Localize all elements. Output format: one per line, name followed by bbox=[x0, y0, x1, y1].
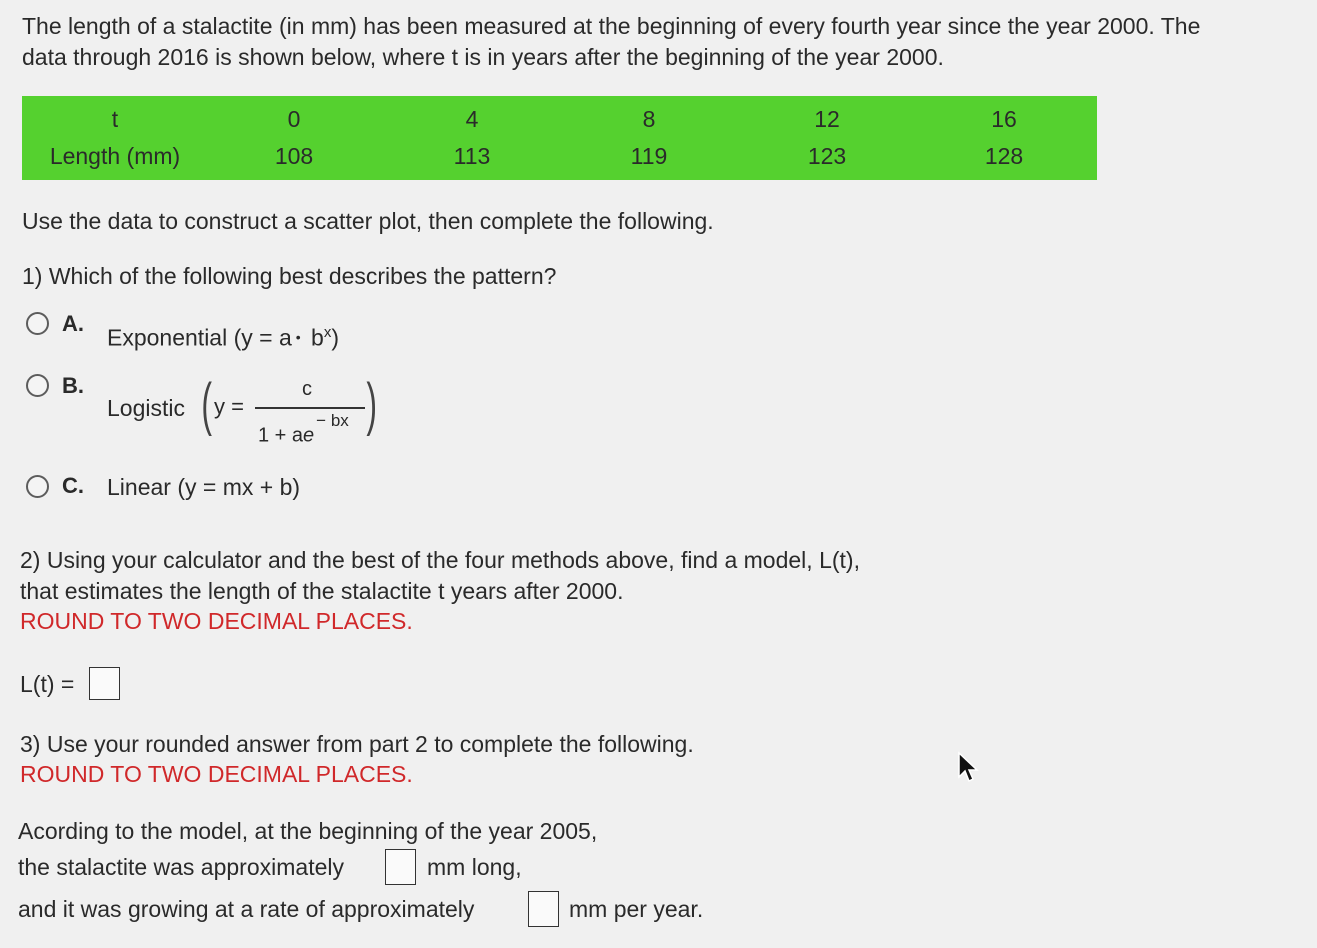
table-header-length: Length (mm) bbox=[49, 143, 181, 169]
table-cell-length: 128 bbox=[984, 143, 1024, 169]
length-answer-input[interactable] bbox=[385, 849, 416, 885]
option-a-radio[interactable] bbox=[26, 312, 49, 335]
q3-sentence-1: Acording to the model, at the beginning of the year 2005, bbox=[18, 818, 598, 844]
q3-sentence-2-end: mm long, bbox=[427, 854, 522, 880]
option-c-label: Linear (y = mx + b) bbox=[107, 474, 301, 500]
q2-line-2: that estimates the length of the stalactite t years after 2000. bbox=[20, 578, 624, 604]
left-paren: ( bbox=[201, 372, 212, 437]
model-answer-input[interactable] bbox=[89, 667, 120, 700]
mouse-cursor-icon bbox=[957, 751, 979, 785]
table-cell-t: 0 bbox=[287, 106, 301, 132]
table-cell-length: 108 bbox=[274, 143, 314, 169]
table-cell-length: 113 bbox=[453, 143, 491, 169]
option-b-letter: B. bbox=[62, 373, 84, 398]
multiply-dot: • bbox=[295, 328, 301, 345]
denominator-e: e bbox=[303, 424, 315, 447]
q3-line-1: 3) Use your rounded answer from part 2 to complete the following. bbox=[20, 731, 694, 757]
q3-sentence-2-start: the stalactite was approximately bbox=[18, 854, 344, 880]
q3-sentence-3-start: and it was growing at a rate of approximately bbox=[18, 896, 475, 922]
q1-prompt: 1) Which of the following best describes the pattern? bbox=[22, 263, 557, 289]
option-c-radio[interactable] bbox=[26, 475, 49, 498]
option-b-label: Logistic bbox=[107, 395, 185, 421]
q2-answer-label: L(t) = bbox=[20, 671, 75, 697]
logistic-y-eq: y = bbox=[214, 394, 244, 419]
logistic-numerator: c bbox=[302, 378, 312, 400]
rate-answer-input[interactable] bbox=[528, 891, 559, 927]
option-a-close: ) bbox=[331, 324, 340, 351]
logistic-denominator bbox=[258, 411, 349, 448]
intro-line-2: data through 2016 is shown below, where t is in years after the beginning of the year 2000. bbox=[22, 44, 944, 70]
option-a-letter: A. bbox=[62, 311, 84, 336]
table-cell-t: 16 bbox=[991, 106, 1017, 132]
option-a-label bbox=[107, 318, 339, 356]
table-cell-t: 4 bbox=[465, 106, 479, 132]
q2-round-note: ROUND TO TWO DECIMAL PLACES. bbox=[20, 608, 413, 634]
q3-round-note: ROUND TO TWO DECIMAL PLACES. bbox=[20, 761, 413, 787]
option-a-exponent: x bbox=[323, 324, 332, 341]
table-header-t: t bbox=[111, 106, 119, 132]
intro-text bbox=[22, 11, 1200, 73]
option-a-b: b bbox=[304, 324, 324, 351]
intro-line-1: The length of a stalactite (in mm) has been measured at the beginning of every fourth year since the year 2000. The bbox=[22, 13, 1201, 39]
q3-sentence-3-end: mm per year. bbox=[569, 896, 704, 922]
instruction-text: Use the data to construct a scatter plot, then complete the following. bbox=[22, 208, 714, 234]
table-cell-t: 8 bbox=[642, 106, 656, 132]
table-cell-length: 123 bbox=[807, 143, 847, 169]
option-a-text: Exponential (y = a bbox=[107, 324, 292, 351]
denominator-base: 1 + a bbox=[258, 424, 304, 447]
table-cell-t: 12 bbox=[814, 106, 840, 132]
table-cell-length: 119 bbox=[630, 143, 668, 169]
fraction-bar bbox=[255, 407, 365, 409]
right-paren: ) bbox=[366, 372, 377, 437]
option-b-radio[interactable] bbox=[26, 374, 49, 397]
option-c-letter: C. bbox=[62, 473, 84, 498]
q2-line-1: 2) Using your calculator and the best of the four methods above, find a model, L(t), bbox=[20, 547, 860, 573]
data-table bbox=[22, 96, 1097, 180]
denominator-exponent: − bx bbox=[316, 411, 349, 430]
